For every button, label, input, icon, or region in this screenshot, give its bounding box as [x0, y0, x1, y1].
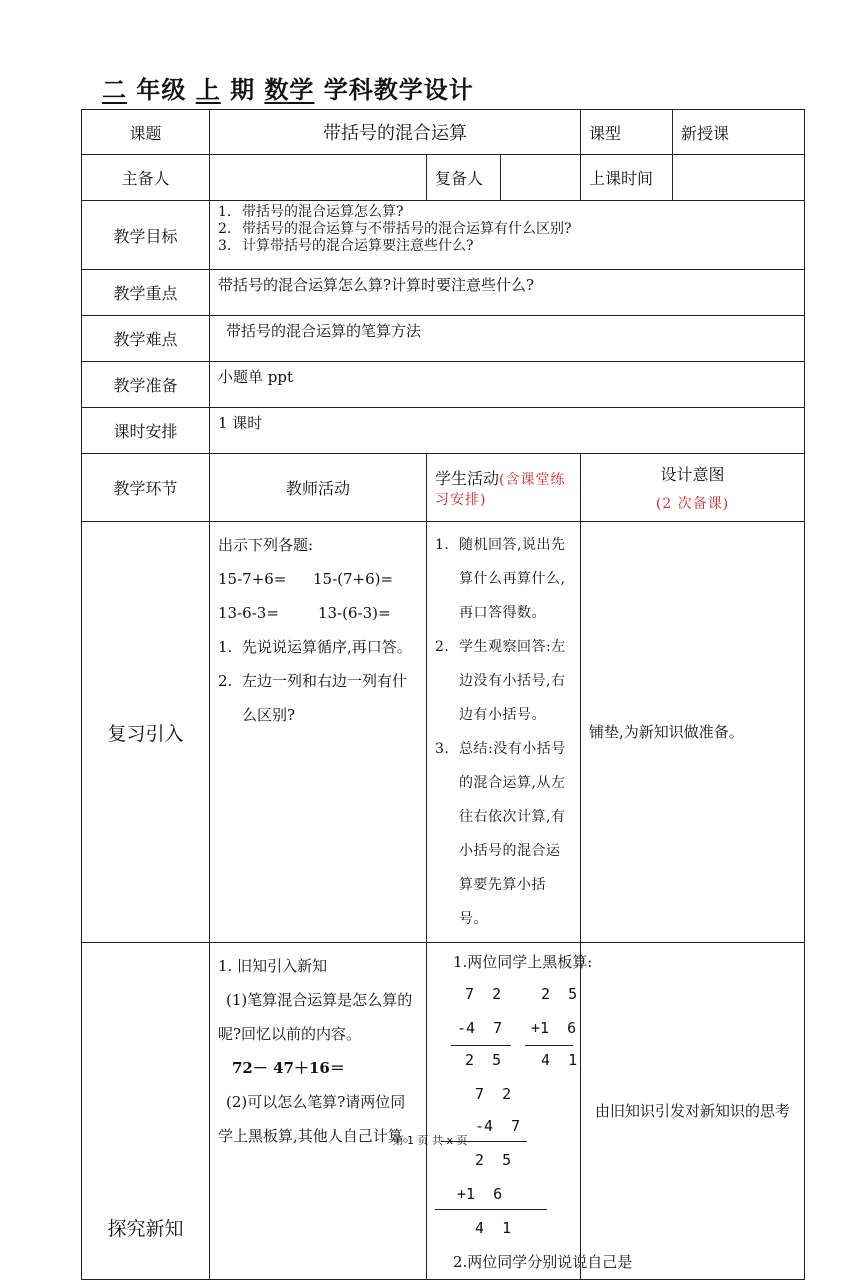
- review-label: 复备人: [427, 155, 501, 201]
- review-student-activity: [427, 522, 581, 943]
- goals-list: [210, 201, 805, 270]
- goals-label: 教学目标: [82, 201, 210, 270]
- explore-s2: 2.两位同学分别说说自己是: [453, 1253, 633, 1271]
- lesson-plan-table: [81, 109, 805, 1280]
- calc-a-rule: [451, 1045, 511, 1046]
- topic-value: 带括号的混合运算: [210, 110, 581, 155]
- head-design-note: (2 次备课): [655, 496, 730, 512]
- schedule-value: 1 课时: [210, 408, 805, 454]
- goal-item: 3. 计算带括号的混合运算要注意些什么?: [218, 238, 474, 254]
- head-design-text: 设计意图: [660, 465, 725, 484]
- title-grade: 二: [102, 76, 127, 104]
- head-stage: 教学环节: [82, 454, 210, 522]
- difficulty-label: 教学难点: [82, 316, 210, 362]
- calc-b-line3: 4 1: [541, 1051, 578, 1069]
- difficulty-value: 带括号的混合运算的笔算方法: [210, 316, 805, 362]
- head-student: [427, 454, 581, 522]
- review-teacher-item: 1. 先说说运算循序,再口答。: [218, 638, 412, 656]
- calc-b-rule: [525, 1045, 573, 1046]
- calc-b-line2: +1 6: [531, 1019, 577, 1037]
- explore-stage: 探究新知: [82, 943, 210, 1280]
- explore-t3: (2)可以怎么笔算?请两位同学上黑板算,其他人自己计算。: [218, 1093, 418, 1145]
- review-design: 铺垫,为新知识做准备。: [581, 522, 805, 943]
- prep-value: 小题单 ppt: [210, 362, 805, 408]
- calc-a-line2: -4 7: [457, 1019, 503, 1037]
- explore-t2: (1)笔算混合运算是怎么算的呢?回忆以前的内容。: [218, 991, 413, 1043]
- lead-label: 主备人: [82, 155, 210, 201]
- explore-expr: 72－ 47＋16＝: [232, 1059, 345, 1077]
- topic-label: 课题: [82, 110, 210, 155]
- review-eq-row-2: 13-6-3= 13-(6-3)=: [218, 604, 391, 622]
- review-stage: 复习引入: [82, 522, 210, 943]
- head-design: [581, 454, 805, 522]
- explore-teacher-activity: [210, 943, 427, 1280]
- focus-label: 教学重点: [82, 270, 210, 316]
- schedule-label: 课时安排: [82, 408, 210, 454]
- title-subject: 数学: [264, 76, 315, 104]
- goal-item: 1. 带括号的混合运算怎么算?: [218, 204, 404, 220]
- calc-c-line4: +1 6: [457, 1185, 503, 1203]
- title-grade-suffix: 年级: [127, 76, 187, 104]
- review-teacher-item: 2. 左边一列和右边一列有什么区别?: [218, 672, 408, 724]
- calc-a-line1: 7 2: [465, 985, 502, 1003]
- calc-c-rule-2: [435, 1209, 547, 1210]
- review-teacher-activity: [210, 522, 427, 943]
- prep-label: 教学准备: [82, 362, 210, 408]
- time-label: 上课时间: [581, 155, 673, 201]
- focus-value: 带括号的混合运算怎么算?计算时要注意些什么?: [210, 270, 805, 316]
- review-eq-row-1: 15-7+6= 15-(7+6)=: [218, 570, 394, 588]
- title-term-suffix: 期: [220, 76, 256, 104]
- time-value: [673, 155, 805, 201]
- review-intro: 出示下列各题:: [218, 536, 314, 554]
- calc-a-line3: 2 5: [465, 1051, 502, 1069]
- page-footer: 第 1 页 共 x 页: [392, 1134, 468, 1147]
- calc-c-line2: -4 7: [475, 1117, 521, 1135]
- calc-c-line3: 2 5: [475, 1151, 512, 1169]
- explore-design: 由旧知识引发对新知识的思考: [581, 943, 805, 1280]
- head-student-note: (含课堂练习安排): [435, 472, 566, 508]
- title-rest: 学科教学设计: [314, 76, 474, 104]
- title-term: 上: [195, 76, 221, 104]
- calc-b-line1: 2 5: [541, 985, 578, 1003]
- review-value: [501, 155, 581, 201]
- review-student-item: 3. 总结:没有小括号的混合运算,从左往右依次计算,有小括号的混合运算要先算小括号。: [435, 741, 566, 927]
- explore-t1: 1. 旧知引入新知: [218, 957, 328, 975]
- explore-s1: 1.两位同学上黑板算:: [453, 953, 593, 971]
- head-student-text: 学生活动: [435, 469, 500, 488]
- goal-item: 2. 带括号的混合运算与不带括号的混合运算有什么区别?: [218, 221, 572, 237]
- type-label: 课型: [581, 110, 673, 155]
- review-student-item: 2. 学生观察回答:左边没有小括号,右边有小括号。: [435, 639, 566, 723]
- document-title: [102, 70, 474, 105]
- review-student-item: 1. 随机回答,说出先算什么再算什么,再口答得数。: [435, 537, 566, 621]
- explore-student-activity: [427, 943, 633, 1280]
- head-teacher: 教师活动: [210, 454, 427, 522]
- lead-value: [210, 155, 427, 201]
- calc-c-line1: 7 2: [475, 1085, 512, 1103]
- calc-c-line5: 4 1: [475, 1219, 512, 1237]
- type-value: 新授课: [673, 110, 805, 155]
- vertical-arithmetic: [427, 943, 633, 1273]
